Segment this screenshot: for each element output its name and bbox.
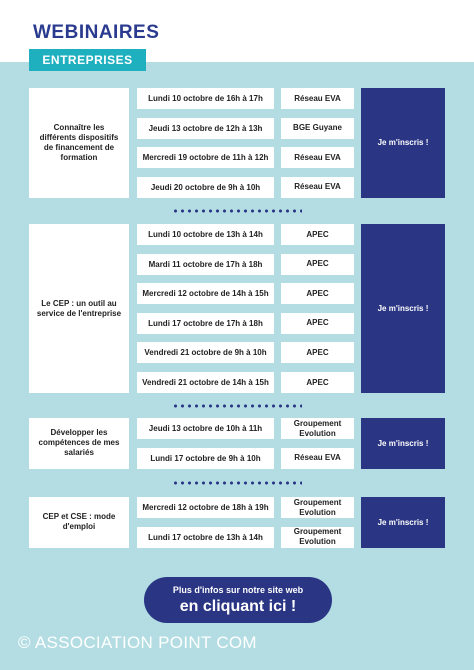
session-organizer: APEC: [281, 342, 354, 363]
session-organizer: APEC: [281, 283, 354, 304]
session-organizer: Groupement Evolution: [281, 418, 354, 439]
dotted-separator: [172, 481, 302, 485]
register-button[interactable]: Je m'inscris !: [361, 497, 445, 548]
session-organizer: Réseau EVA: [281, 88, 354, 109]
dotted-separator: [172, 404, 302, 408]
session-date: Mercredi 19 octobre de 11h à 12h: [137, 147, 274, 168]
register-button[interactable]: Je m'inscris !: [361, 88, 445, 198]
session-date: Mardi 11 octobre de 17h à 18h: [137, 254, 274, 275]
session-date: Vendredi 21 octobre de 9h à 10h: [137, 342, 274, 363]
more-info-button[interactable]: [144, 577, 332, 623]
session-organizer: APEC: [281, 224, 354, 245]
session-date: Mercredi 12 octobre de 18h à 19h: [137, 497, 274, 518]
session-date: Mercredi 12 octobre de 14h à 15h: [137, 283, 274, 304]
session-date: Lundi 17 octobre de 13h à 14h: [137, 527, 274, 548]
session-date: Jeudi 20 octobre de 9h à 10h: [137, 177, 274, 198]
session-date: Lundi 10 octobre de 13h à 14h: [137, 224, 274, 245]
page-title: WEBINAIRES: [33, 22, 160, 43]
webinar-topic: CEP et CSE : mode d'emploi: [29, 497, 129, 548]
session-organizer: Réseau EVA: [281, 177, 354, 198]
page-subtitle-badge: ENTREPRISES: [29, 49, 146, 71]
session-date: Vendredi 21 octobre de 14h à 15h: [137, 372, 274, 393]
webinar-topic: Le CEP : un outil au service de l'entreprise: [29, 224, 129, 393]
more-info-line1: Plus d'infos sur notre site web: [172, 585, 304, 595]
dotted-separator: [172, 209, 302, 213]
session-date: Lundi 17 octobre de 9h à 10h: [137, 448, 274, 469]
webinar-topic: Développer les compétences de mes salariés: [29, 418, 129, 469]
session-date: Lundi 10 octobre de 16h à 17h: [137, 88, 274, 109]
session-organizer: APEC: [281, 372, 354, 393]
session-organizer: Réseau EVA: [281, 448, 354, 469]
register-button[interactable]: Je m'inscris !: [361, 224, 445, 393]
register-button[interactable]: Je m'inscris !: [361, 418, 445, 469]
more-info-link[interactable]: en cliquant ici !: [179, 598, 297, 615]
session-organizer: APEC: [281, 254, 354, 275]
session-organizer: APEC: [281, 313, 354, 334]
copyright-footer: © ASSOCIATION POINT COM: [18, 633, 257, 652]
session-date: Lundi 17 octobre de 17h à 18h: [137, 313, 274, 334]
session-organizer: Réseau EVA: [281, 147, 354, 168]
webinar-topic: Connaître les différents dispositifs de financement de formation: [29, 88, 129, 198]
session-organizer: Groupement Evolution: [281, 527, 354, 548]
session-organizer: Groupement Evolution: [281, 497, 354, 518]
session-date: Jeudi 13 octobre de 10h à 11h: [137, 418, 274, 439]
session-organizer: BGE Guyane: [281, 118, 354, 139]
session-date: Jeudi 13 octobre de 12h à 13h: [137, 118, 274, 139]
